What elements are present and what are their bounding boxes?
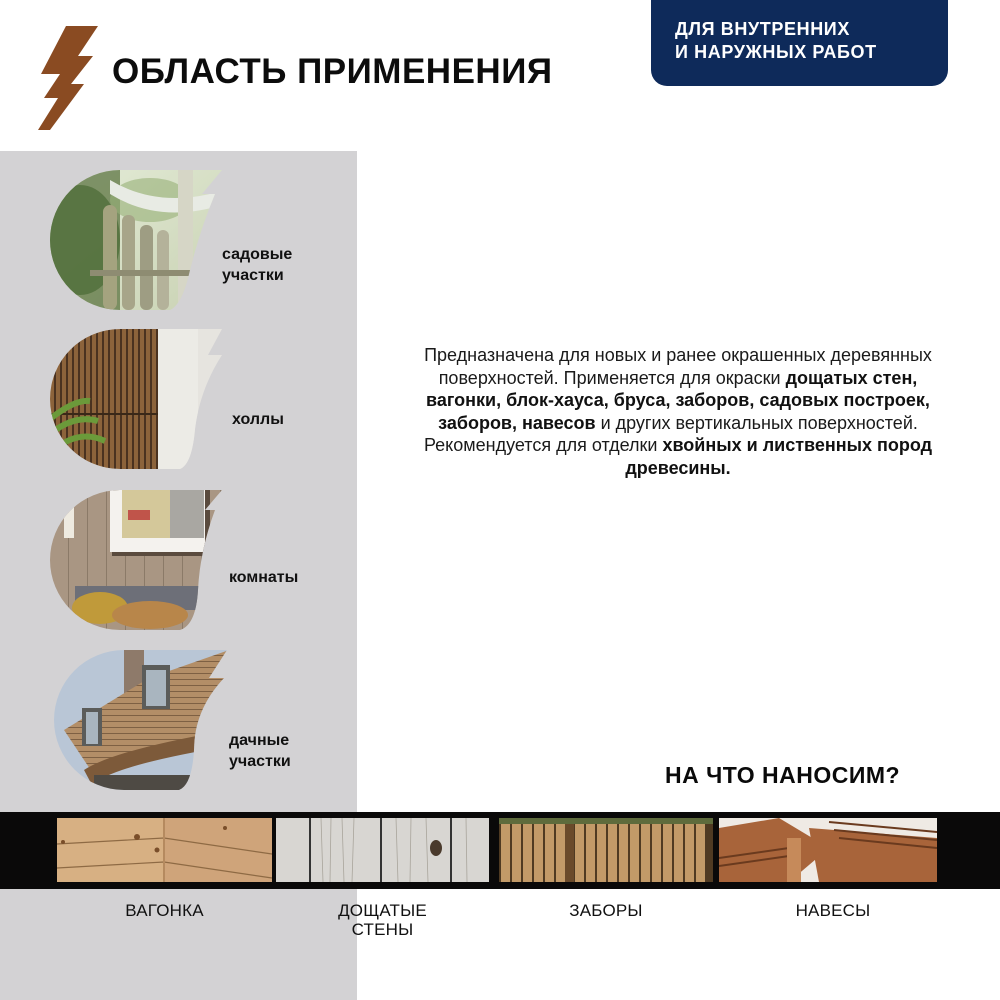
surfaces-heading: НА ЧТО НАНОСИМ?: [665, 762, 901, 788]
fence-photo: [499, 818, 713, 882]
clapboard-photo: [57, 818, 272, 882]
country-house-facade-photo: [54, 650, 229, 790]
canopy-photo: [719, 818, 937, 882]
scope-item-country: [0, 650, 357, 800]
tile-label-clapboard: ВАГОНКА: [125, 901, 204, 920]
scope-label-country: дачные участки: [229, 732, 291, 770]
tile-label-plank-walls: ДОЩАТЫЕ СТЕНЫ: [338, 901, 427, 939]
hall-wood-slats-photo: [50, 329, 225, 469]
scope-item-halls: [0, 329, 357, 479]
scope-label-halls: холлы: [232, 411, 284, 428]
badge-line-2: И НАРУЖНЫХ РАБОТ: [675, 42, 877, 62]
page-title: ОБЛАСТЬ ПРИМЕНЕНИЯ: [112, 52, 553, 91]
scope-label-rooms: комнаты: [229, 569, 299, 586]
room-paneling-photo: [50, 490, 225, 630]
surfaces-strip: [0, 812, 1000, 889]
tile-label-canopy: НАВЕСЫ: [795, 901, 871, 920]
badge-line-1: ДЛЯ ВНУТРЕННИХ: [675, 19, 850, 39]
scope-label-garden: садовые участки: [222, 246, 293, 284]
scope-item-garden: [0, 170, 357, 320]
usage-badge: [651, 0, 948, 86]
scope-item-rooms: [0, 490, 357, 640]
plank-walls-photo: [276, 818, 489, 882]
garden-fence-photo: [50, 170, 225, 310]
lightning-bolt-icon: [36, 26, 98, 130]
description-text: Предназначена для новых и ранее окрашенных деревянных поверхностей. Применяется для окраски дощатых стен, вагонки, блок-хауса, бруса, заборов, садовых построек, заборов, навесов и других вертикальных поверхностей. Рекомендуется для отделки хвойных и лиственных пород древесины.: [423, 345, 933, 478]
tile-label-fence: ЗАБОРЫ: [569, 901, 643, 920]
